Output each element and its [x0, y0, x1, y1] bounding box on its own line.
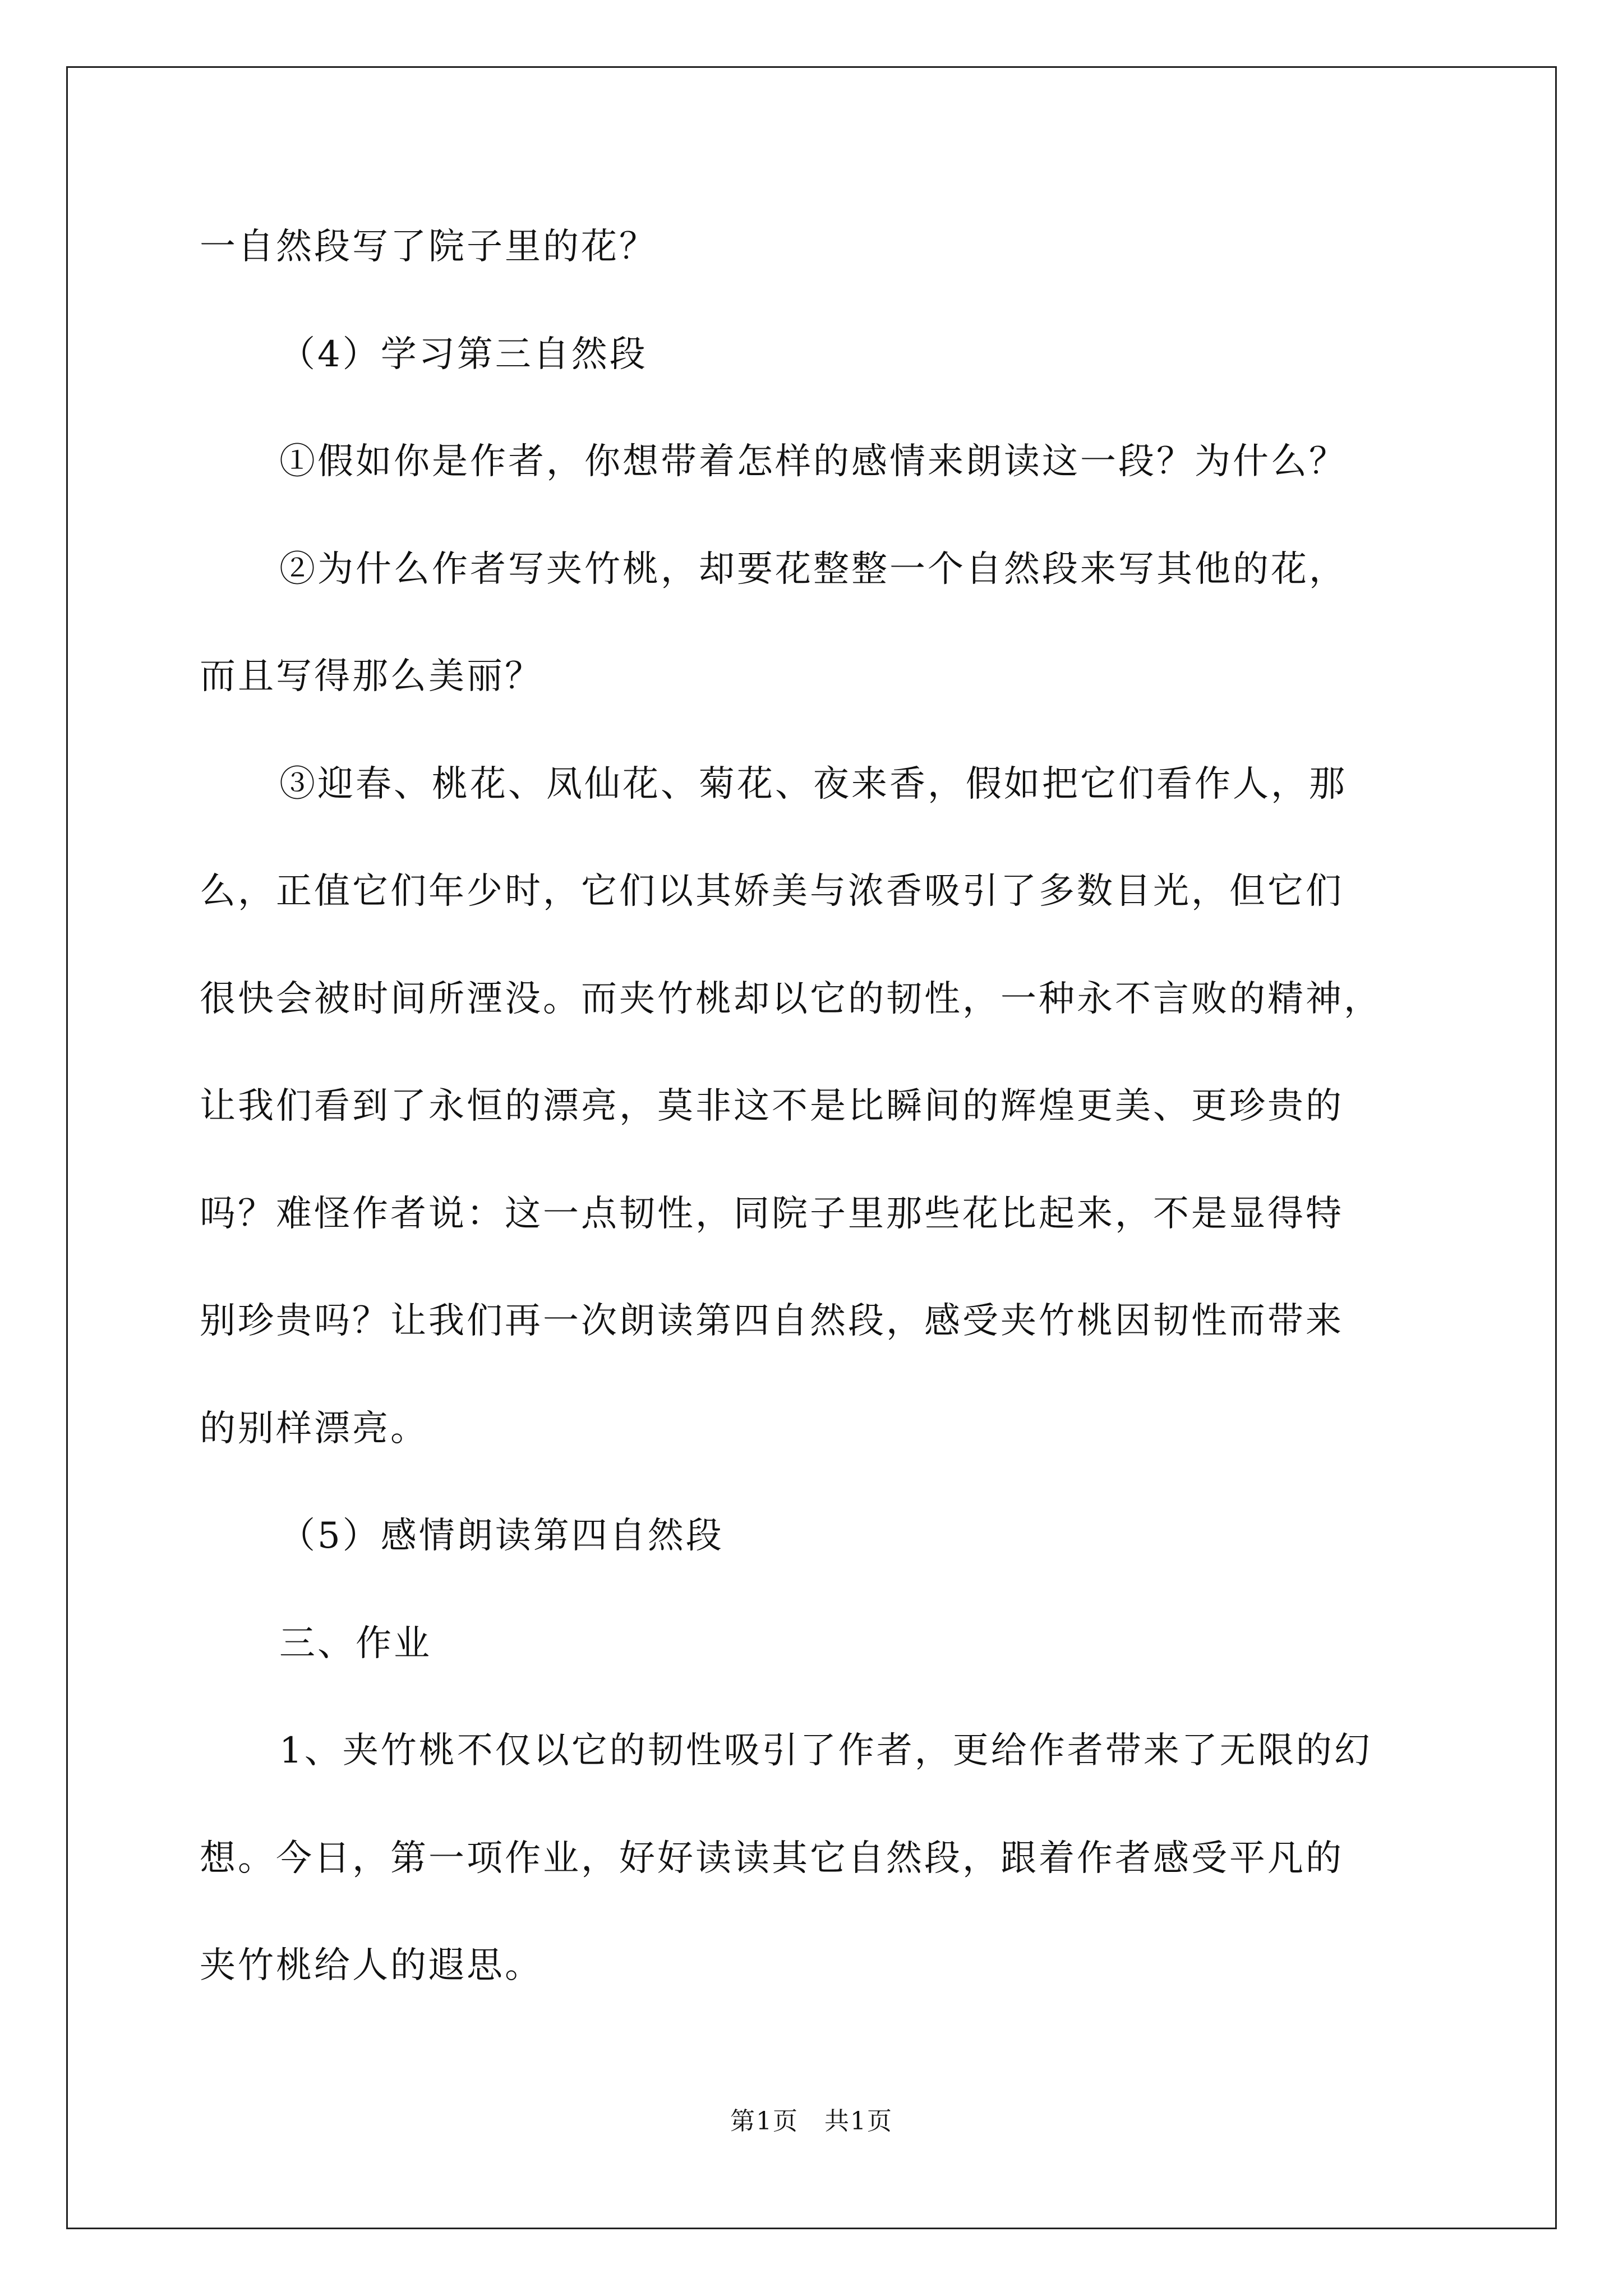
paragraph-3-line-4: 让我们看到了永恒的漂亮，莫非这不是比瞬间的辉煌更美、更珍贵的: [200, 1085, 1344, 1127]
paragraph-3-line-7: 的别样漂亮。: [200, 1408, 428, 1450]
homework-line-3: 夹竹桃给人的遐思。: [200, 1945, 543, 1986]
paragraph-3-line-1: ③迎春、桃花、凤仙花、菊花、夜来香，假如把它们看作人，那: [279, 763, 1347, 805]
section-heading-5: （5）感情朗读第四自然段: [279, 1515, 724, 1557]
question-2-line-2: 而且写得那么美丽？: [200, 656, 543, 697]
homework-line-1: 1、夹竹桃不仅以它的韧性吸引了作者，更给作者带来了无限的幻: [279, 1730, 1372, 1772]
paragraph-3-line-5: 吗？难怪作者说：这一点韧性，同院子里那些花比起来，不是显得特: [200, 1193, 1344, 1235]
section-heading-homework: 三、作业: [279, 1623, 432, 1664]
question-1: ①假如你是作者，你想带着怎样的感情来朗读这一段？为什么？: [279, 441, 1347, 482]
paragraph-3-line-3: 很快会被时间所湮没。而夹竹桃却以它的韧性，一种永不言败的精神，: [200, 978, 1382, 1020]
text-line-1: 一自然段写了院子里的花？: [200, 226, 657, 268]
paragraph-3-line-2: 么，正值它们年少时，它们以其娇美与浓香吸引了多数目光，但它们: [200, 871, 1344, 912]
question-2-line-1: ②为什么作者写夹竹桃，却要花整整一个自然段来写其他的花，: [279, 549, 1347, 590]
page-number: 第1页 共1页: [730, 2107, 893, 2136]
page-border: [66, 66, 1557, 2229]
homework-line-2: 想。今日，第一项作业，好好读读其它自然段，跟着作者感受平凡的: [200, 1838, 1344, 1879]
paragraph-3-line-6: 别珍贵吗？让我们再一次朗读第四自然段，感受夹竹桃因韧性而带来: [200, 1300, 1344, 1342]
section-heading-4: （4）学习第三自然段: [279, 334, 648, 375]
